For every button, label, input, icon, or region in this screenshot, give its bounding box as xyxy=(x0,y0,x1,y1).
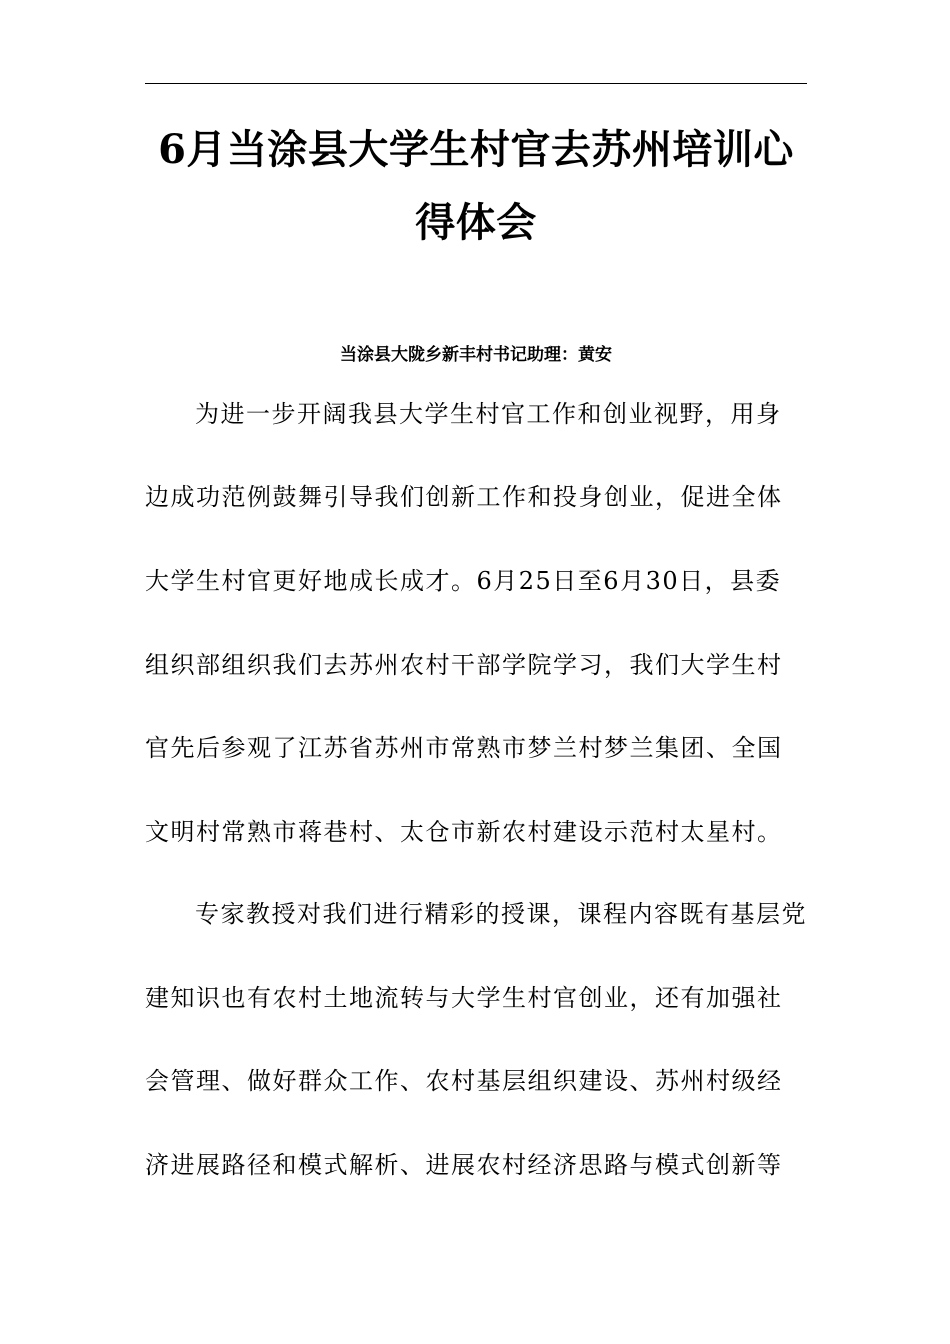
header-rule xyxy=(145,83,807,84)
paragraph-2-line-2: 建知识也有农村土地流转与大学生村官创业，还有加强社 xyxy=(145,984,783,1012)
paragraph-1-line-3: 大学生村官更好地成长成才。6月25日至6月30日，县委 xyxy=(145,567,782,595)
paragraph-2-line-1: 专家教授对我们进行精彩的授课，课程内容既有基层党 xyxy=(195,900,807,928)
document-title-line-1: 6月当涂县大学生村官去苏州培训心 xyxy=(158,126,794,173)
paragraph-1-line-4: 组织部组织我们去苏州农村干部学院学习，我们大学生村 xyxy=(145,651,783,679)
author-byline: 当涂县大陇乡新丰村书记助理：黄安 xyxy=(340,345,612,365)
paragraph-2-line-3: 会管理、做好群众工作、农村基层组织建设、苏州村级经 xyxy=(145,1067,783,1095)
paragraph-1-line-2: 边成功范例鼓舞引导我们创新工作和投身创业，促进全体 xyxy=(145,483,783,511)
document-title-line-2: 得体会 xyxy=(415,199,537,246)
paragraph-2-line-4: 济进展路径和模式解析、进展农村经济思路与模式创新等 xyxy=(145,1151,783,1179)
paragraph-1-line-5: 官先后参观了江苏省苏州市常熟市梦兰村梦兰集团、全国 xyxy=(145,734,783,762)
paragraph-1-line-1: 为进一步开阔我县大学生村官工作和创业视野，用身 xyxy=(195,400,782,428)
paragraph-1-line-6: 文明村常熟市蒋巷村、太仓市新农村建设示范村太星村。 xyxy=(145,818,783,846)
